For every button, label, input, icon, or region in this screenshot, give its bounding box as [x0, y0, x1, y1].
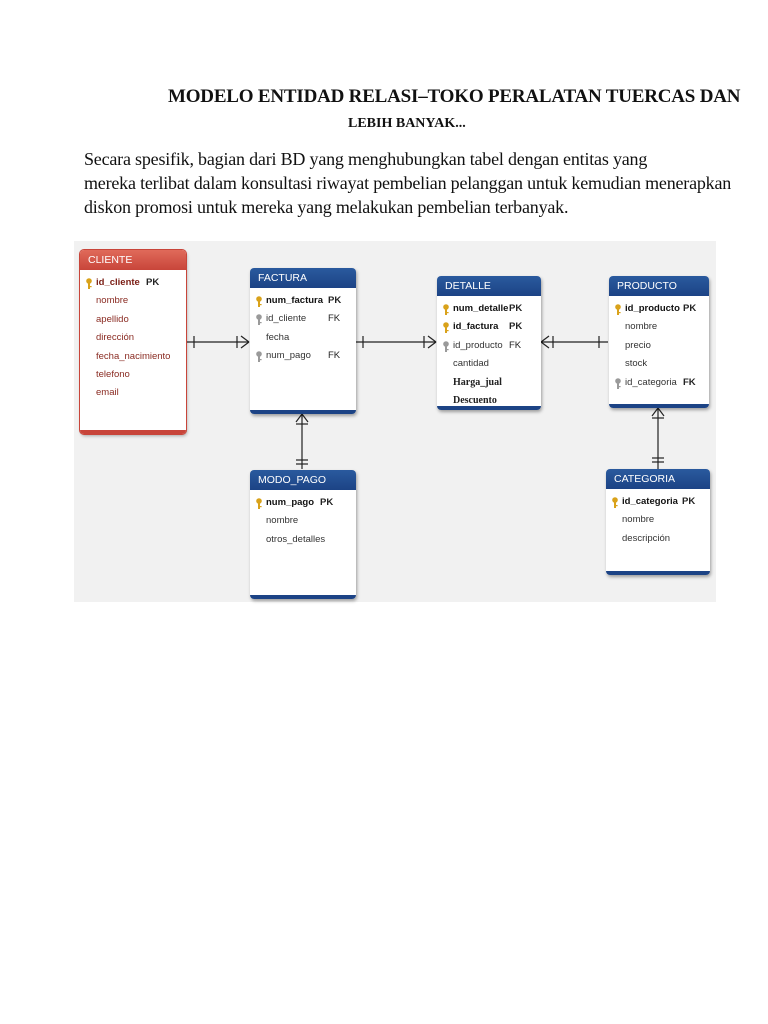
entity-header: PRODUCTO: [609, 276, 709, 296]
entity-factura: [250, 268, 356, 414]
key-gold-icon: [442, 322, 450, 333]
key-gold-icon: [614, 304, 622, 315]
key-gold-icon: [442, 304, 450, 315]
entity-field: [609, 337, 709, 355]
field-name: precio: [625, 339, 651, 351]
field-name: id_factura: [453, 321, 499, 333]
field-name: apellido: [96, 313, 129, 325]
entity-field: [80, 348, 186, 366]
field-name: email: [96, 387, 119, 399]
entity-field: [437, 374, 541, 392]
key-gold-icon: [85, 278, 93, 289]
key-gray-icon: [255, 314, 263, 325]
entity-header: MODO_PAGO: [250, 470, 356, 490]
field-name: id_producto: [625, 303, 680, 314]
field-name: id_cliente: [96, 277, 140, 288]
key-gold-icon: [611, 497, 619, 508]
intro-paragraph: [84, 147, 734, 219]
field-name: dirección: [96, 332, 135, 344]
field-key-tag: FK: [328, 350, 341, 362]
field-name: nombre: [625, 321, 658, 333]
field-name: id_cliente: [266, 313, 307, 325]
entity-field: [80, 274, 186, 292]
entity-header: CLIENTE: [80, 250, 186, 270]
relation-detalle-producto: [541, 336, 608, 348]
key-gray-icon: [255, 351, 263, 362]
field-name: num_detalle: [453, 303, 509, 314]
entity-categoria: [606, 469, 710, 575]
relation-factura-detalle: [356, 336, 436, 348]
relation-producto-categoria: [652, 408, 664, 469]
entity-field: [437, 300, 541, 318]
field-key-tag: PK: [509, 303, 523, 314]
entity-field: [437, 318, 541, 336]
field-name: nombre: [266, 515, 299, 527]
entity-header: DETALLE: [437, 276, 541, 296]
entity-field: [80, 366, 186, 384]
page-title: MODELO ENTIDAD RELASI–TOKO PERALATAN TUERCAS DAN: [168, 86, 741, 107]
field-name: stock: [625, 358, 648, 370]
entity-field: [606, 511, 710, 529]
field-name: cantidad: [453, 358, 489, 370]
field-name: nombre: [96, 295, 129, 307]
key-gold-icon: [255, 498, 263, 509]
entity-field: [250, 512, 356, 530]
entity-modo-pago: [250, 470, 356, 599]
field-key-tag: PK: [320, 497, 334, 508]
field-name: num_pago: [266, 497, 315, 508]
field-name: num_pago: [266, 350, 311, 362]
er-diagram: [74, 241, 716, 602]
key-gray-icon: [614, 378, 622, 389]
entity-producto: [609, 276, 709, 408]
intro-line: diskon promosi untuk mereka yang melakukan pembelian terbanyak.: [84, 197, 569, 217]
entity-footer: [609, 404, 709, 408]
entity-field: [80, 384, 186, 402]
field-name: Descuento: [453, 394, 497, 406]
entity-field: [80, 292, 186, 310]
entity-field: [609, 300, 709, 318]
entity-footer: [80, 430, 186, 434]
entity-header: CATEGORIA: [606, 469, 710, 489]
field-key-tag: PK: [146, 277, 160, 288]
field-name: id_categoria: [622, 496, 678, 507]
entity-detalle: [437, 276, 541, 410]
field-key-tag: PK: [509, 321, 523, 333]
entity-footer: [437, 406, 541, 410]
entity-field: [609, 318, 709, 336]
field-name: id_producto: [453, 339, 503, 351]
entity-field: [250, 494, 356, 512]
field-name: otros_detalles: [266, 533, 326, 545]
field-name: descripción: [622, 532, 671, 544]
entity-field: [606, 530, 710, 548]
field-name: Harga_jual: [453, 376, 502, 388]
field-key-tag: PK: [328, 295, 342, 306]
page-subtitle: LEBIH BANYAK...: [348, 116, 466, 131]
entity-footer: [250, 595, 356, 599]
entity-field: [250, 531, 356, 549]
entity-field: [250, 347, 356, 365]
key-gold-icon: [255, 296, 263, 307]
relation-factura-modo-pago: [296, 414, 308, 469]
intro-line: mereka terlibat dalam konsultasi riwayat pembelian pelanggan untuk kemudian menerapkan: [84, 173, 732, 193]
entity-field: [250, 292, 356, 310]
entity-field: [437, 355, 541, 373]
entity-field: [437, 337, 541, 355]
entity-field: [80, 311, 186, 329]
entity-footer: [250, 410, 356, 414]
entity-field: [609, 374, 709, 392]
field-name: num_factura: [266, 295, 324, 306]
field-key-tag: FK: [328, 313, 341, 325]
field-key-tag: FK: [683, 376, 696, 388]
entity-cliente: [80, 250, 186, 434]
entity-field: [250, 329, 356, 347]
field-key-tag: PK: [683, 303, 697, 314]
key-gray-icon: [442, 341, 450, 352]
entity-footer: [606, 571, 710, 575]
field-name: fecha: [266, 331, 290, 343]
entity-header: FACTURA: [250, 268, 356, 288]
relation-cliente-factura: [186, 336, 249, 348]
field-name: fecha_nacimiento: [96, 350, 171, 362]
field-key-tag: FK: [509, 339, 522, 351]
field-name: id_categoria: [625, 376, 677, 388]
field-name: telefono: [96, 368, 130, 380]
entity-field: [606, 493, 710, 511]
entity-field: [250, 310, 356, 328]
field-name: nombre: [622, 514, 655, 526]
entity-field: [609, 355, 709, 373]
intro-line: Secara spesifik, bagian dari BD yang menghubungkan tabel dengan entitas yang: [84, 149, 648, 169]
field-key-tag: PK: [682, 496, 696, 507]
entity-field: [80, 329, 186, 347]
